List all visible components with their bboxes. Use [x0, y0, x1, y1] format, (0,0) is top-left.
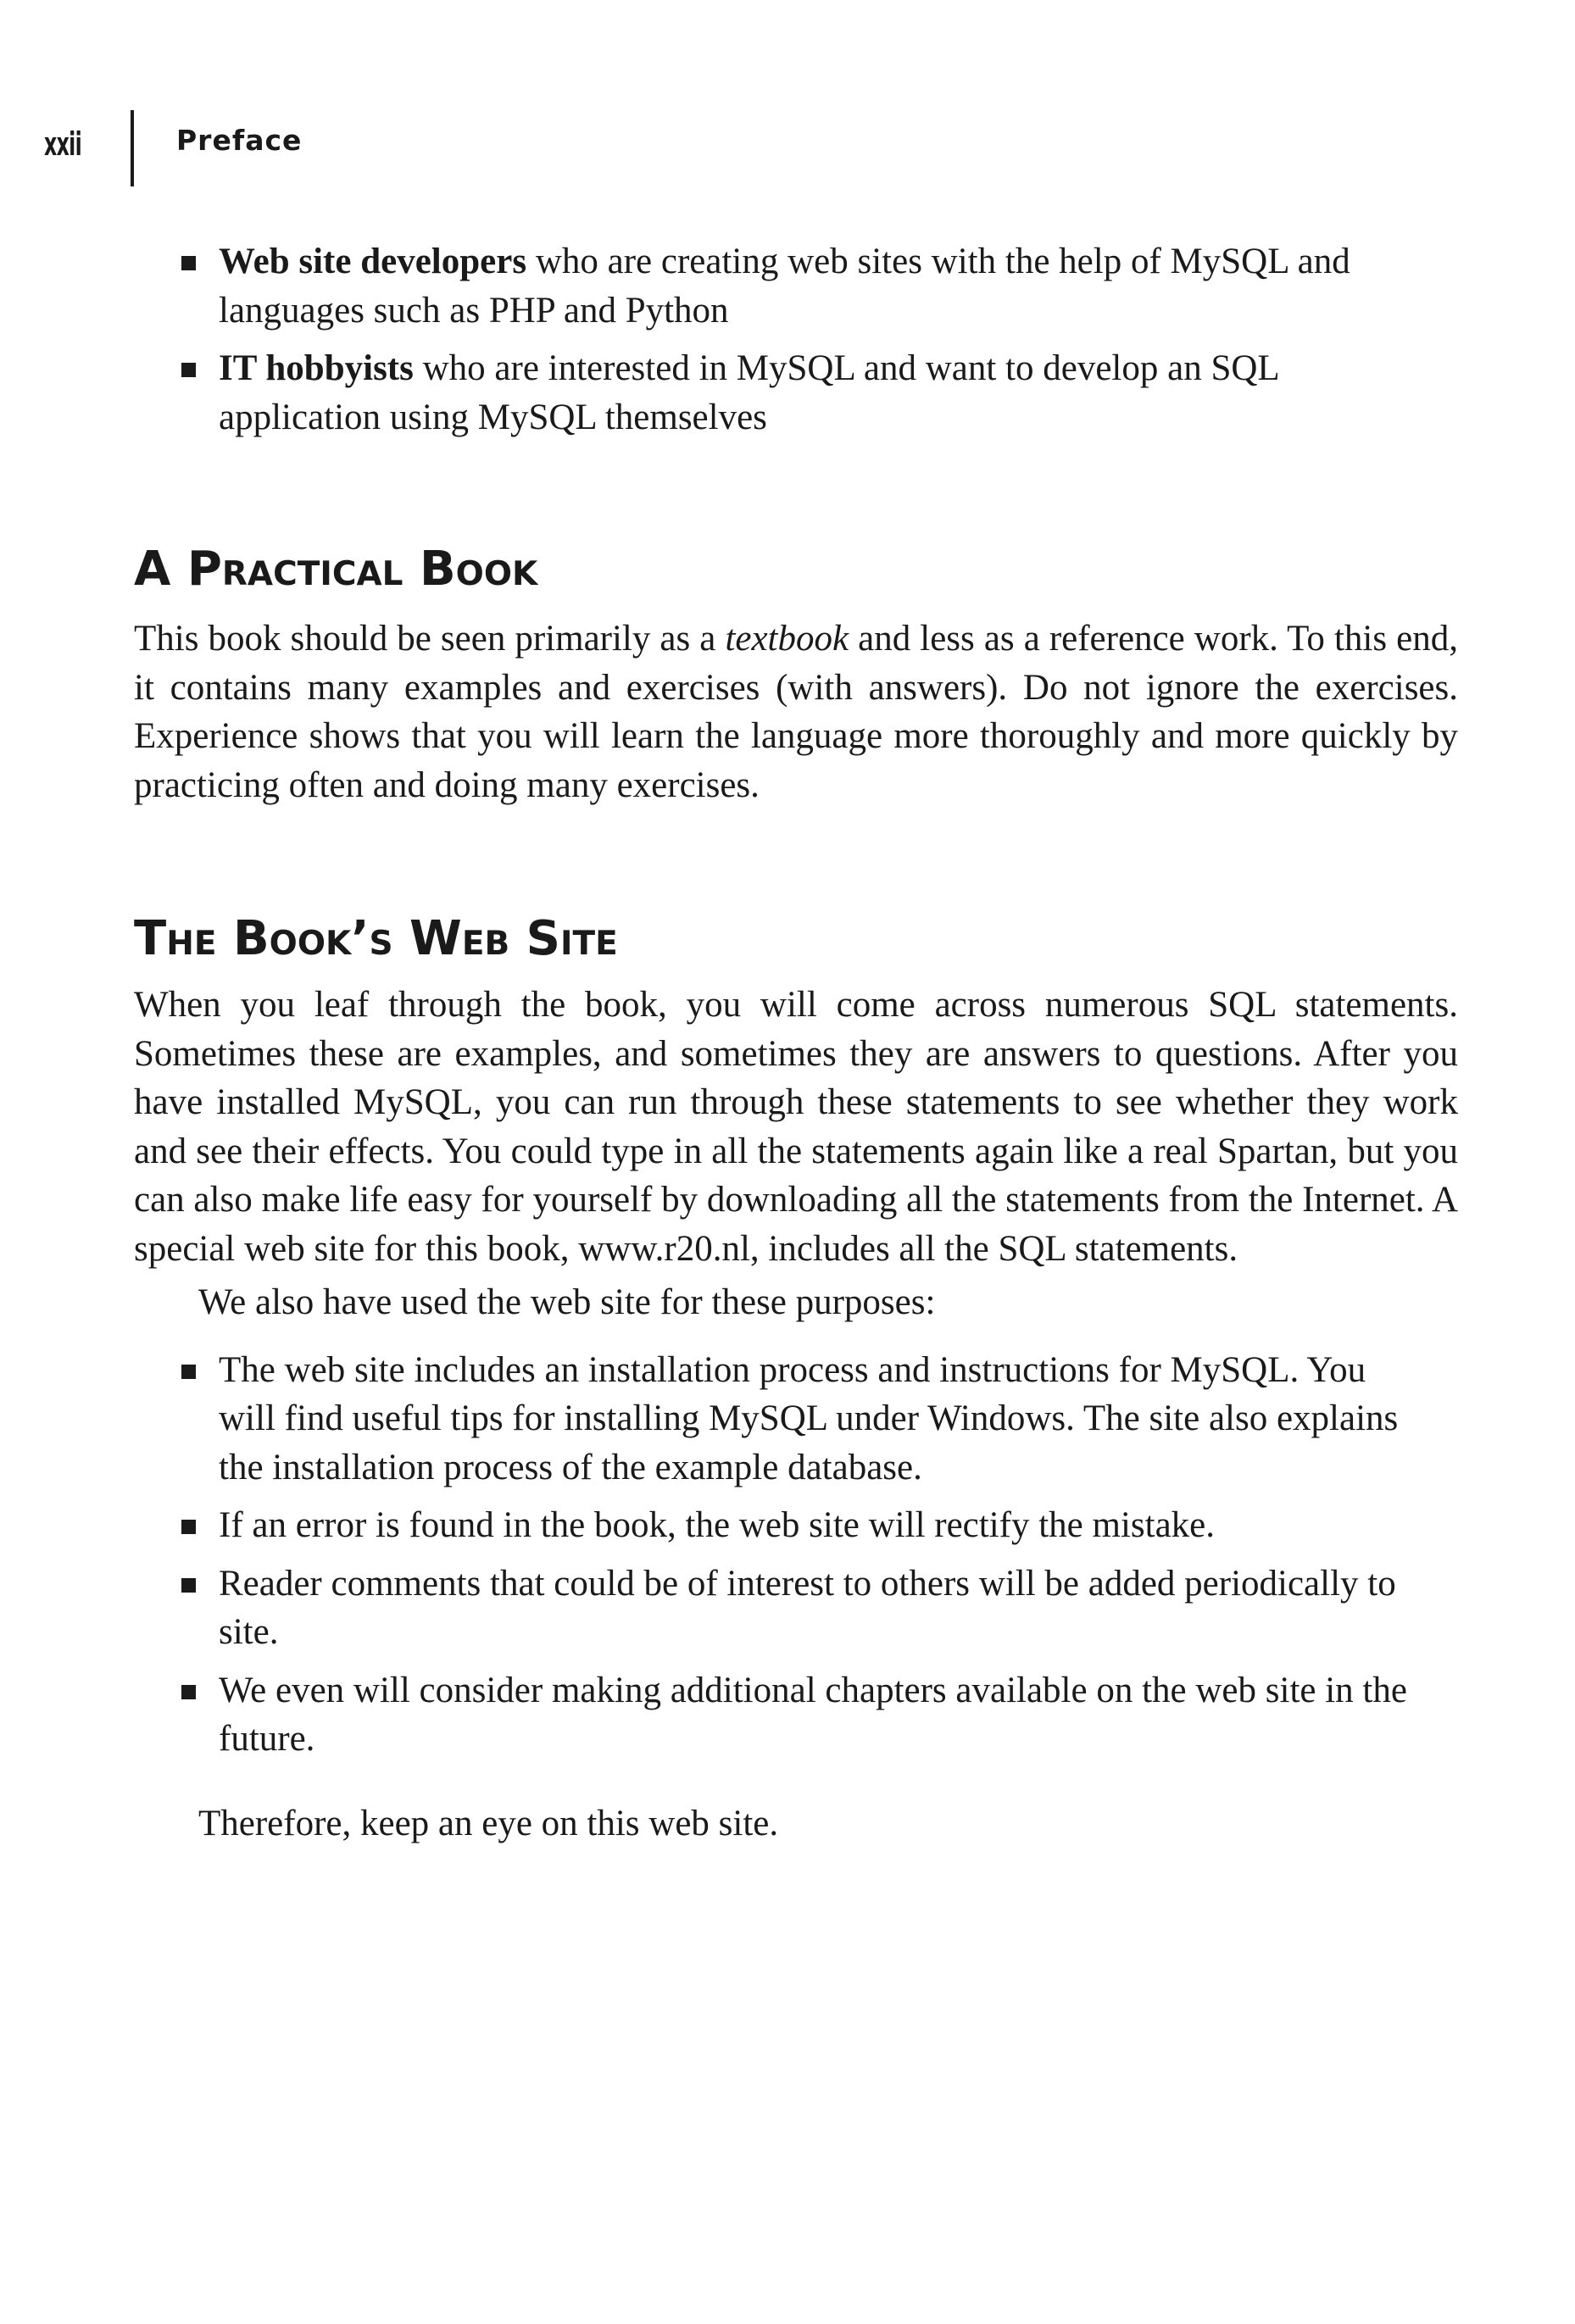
section-heading-practical-book: A Practical Book [134, 542, 538, 597]
section-heading-web-site: The Book’s Web Site [134, 911, 618, 966]
page-number: xxii [44, 125, 82, 163]
paragraph-text: and less as a reference work. To this end, it contains many examples and exercises (with answers). Do not ignore the exercises. Experience shows that you will learn the language more thoroughly and more quickly by practicing often and doing many exercises. [134, 619, 1458, 805]
square-bullet-icon [181, 1685, 196, 1699]
square-bullet-icon [181, 1520, 196, 1534]
list-item-text: who are creating web sites with the help of MySQL and languages such as PHP and Python [219, 242, 1350, 331]
list-item [134, 1346, 1458, 1493]
list-item [134, 344, 1458, 442]
list-item-text: We even will consider making additional chapters available on the web site in the future. [219, 1670, 1407, 1759]
purposes-list [134, 1346, 1458, 1764]
closing-paragraph: Therefore, keep an eye on this web site. [198, 1803, 779, 1843]
list-item [134, 237, 1458, 335]
emphasis-text: textbook [725, 619, 849, 659]
square-bullet-icon [181, 256, 196, 270]
header-divider [131, 110, 134, 186]
page-body [134, 237, 1458, 1848]
web-site-intro-paragraph: When you leaf through the book, you will come across numerous SQL statements. Sometimes these are examples, and sometimes they are answers to questions. After you have installed MySQL, you can run through these statements to see whether they work and see their effects. You could type in all the statements again like a real Spartan, but you can also make life easy for yourself by downloading all the statements from the Internet. A special web site for this book, www.r20.nl, includes all the SQL statements. [134, 985, 1458, 1269]
list-item [134, 1560, 1458, 1657]
running-head-title: Preface [176, 124, 303, 157]
list-item-term: IT hobbyists [219, 348, 414, 388]
square-bullet-icon [181, 1578, 196, 1593]
list-item-text: The web site includes an installation process and instructions for MySQL. You will find useful tips for installing MySQL under Windows. The site also explains the installation process of the example database. [219, 1349, 1399, 1487]
paragraph-text: This book should be seen primarily as a [134, 619, 726, 659]
square-bullet-icon [181, 363, 196, 377]
running-head [44, 110, 383, 186]
list-item [134, 1501, 1458, 1550]
list-item-text: who are interested in MySQL and want to develop an SQL application using MySQL themselves [219, 348, 1279, 437]
list-item-text: Reader comments that could be of interest to others will be added periodically to site. [219, 1563, 1396, 1652]
list-item [134, 1666, 1458, 1764]
practical-book-paragraph [134, 614, 1458, 809]
list-item-text: If an error is found in the book, the web site will rectify the mistake. [219, 1505, 1216, 1545]
square-bullet-icon [181, 1365, 196, 1379]
list-item-term: Web site developers [219, 242, 527, 281]
audience-list [134, 237, 1458, 442]
purposes-intro: We also have used the web site for these purposes: [198, 1282, 936, 1322]
